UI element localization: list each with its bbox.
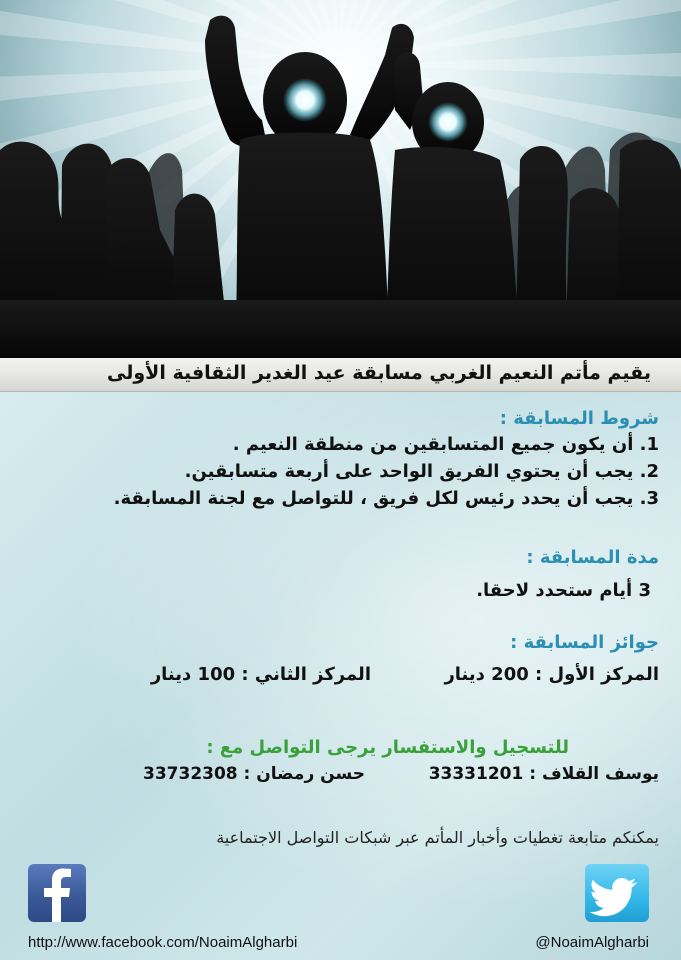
contact-2: حسن رمضان : 33732308 bbox=[143, 764, 365, 784]
prizes-heading: جوائز المسابقة : bbox=[510, 632, 659, 653]
conditions-heading: شروط المسابقة : bbox=[499, 408, 659, 429]
follow-text: يمكنكم متابعة تغطيات وأخبار المأتم عبر شبكات التواصل الاجتماعية bbox=[216, 828, 659, 847]
facebook-link[interactable]: http://www.facebook.com/NoaimAlgharbi bbox=[28, 934, 298, 951]
contact-1: يوسف القلاف : 33331201 bbox=[428, 764, 659, 784]
duration-text: 3 أيام ستحدد لاحقا. bbox=[476, 580, 651, 601]
condition-item: 1. أن يكون جميع المتسابقين من منطقة النعيم . bbox=[232, 434, 659, 455]
twitter-bird-icon[interactable] bbox=[585, 864, 649, 922]
condition-item: 2. يجب أن يحتوي الفريق الواحد على أربعة متسابقين. bbox=[184, 461, 659, 482]
duration-heading: مدة المسابقة : bbox=[526, 547, 659, 568]
second-prize: المركز الثاني : 100 دينار bbox=[150, 664, 371, 685]
condition-item: 3. يجب أن يحدد رئيس لكل فريق ، للتواصل مع لجنة المسابقة. bbox=[113, 488, 659, 509]
facebook-icon[interactable] bbox=[28, 864, 86, 922]
announcement-body bbox=[0, 392, 681, 960]
first-prize: المركز الأول : 200 دينار bbox=[444, 664, 659, 685]
page-title: يقيم مأتم النعيم الغربي مسابقة عيد الغدير الثقافية الأولى bbox=[107, 362, 651, 384]
crowd-silhouette bbox=[0, 0, 681, 360]
glow-head-right bbox=[428, 102, 468, 142]
hero-image bbox=[0, 0, 681, 360]
twitter-handle[interactable]: @NoaimAlgharbi bbox=[535, 934, 649, 951]
registration-heading: للتسجيل والاستفسار يرجى التواصل مع : bbox=[206, 737, 569, 758]
glow-head-left bbox=[283, 78, 327, 122]
title-banner bbox=[0, 358, 681, 392]
